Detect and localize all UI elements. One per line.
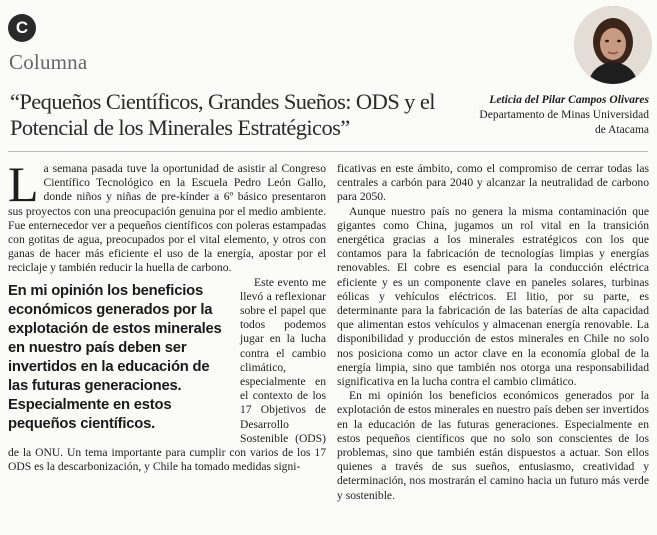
column-badge: C bbox=[8, 14, 36, 42]
author-byline bbox=[469, 93, 649, 138]
paragraph-reflection-continued: ficativas en este ámbito, como el compromiso de cerrar todas las centrales a carbón para 2040 y alcanzar la neutralidad de carbono para 2050. bbox=[337, 162, 649, 204]
paragraph-reflection: Este evento me llevó a reflexionar sobre el papel que todos podemos jugar en la lucha contra el cambio climático, especialmente en el contexto de los 17 Objetivos de Desarrollo Sostenible (ODS) de la ONU. Un tema importante para cumplir con varios de los 17 ODS es la descarbonización, y Chile ha tomado medidas signi- bbox=[8, 275, 326, 474]
paragraph-intro-text: a semana pasada tuve la oportunidad de asistir al Congreso Científico Tecnológico en la Escuela Pedro León Gallo, donde niños y niñas de pre-kínder a 6º básico presentaron sus proyectos con una preocupación genuina por el medio ambiente. Fue enternecedor ver a pequeños científicos con poleras estampadas con gotitas de agua, preocupados por el vital elemento, y otros con ganas de hacer más eficiente el uso de la energía, apostar por el reciclaje y también reducir la huella de carbono. bbox=[8, 162, 326, 275]
author-affiliation: Departamento de Minas Universidad de Atacama bbox=[479, 109, 649, 136]
article-column-left bbox=[8, 156, 326, 474]
pull-quote: En mi opinión los beneficios económicos generados por la explotación de estos minerales en nuestro país deben ser invertidos en la educación de las futuras generaciones. Especialmente en estos pequeños científicos. bbox=[8, 282, 222, 432]
author-photo bbox=[574, 6, 652, 84]
header-divider bbox=[8, 151, 648, 152]
paragraph-intro bbox=[8, 156, 326, 276]
author-name: Leticia del Pilar Campos Olivares bbox=[489, 94, 649, 106]
paragraph-minerals: Aunque nuestro país no genera la misma contaminación que gigantes como China, jugamos un rol vital en la transición energética gracias a los minerales estratégicos con los que contamos para la fabricación de tecnologías limpias y energías renovables. El cobre es esencial para la conducción eléctrica eficiente y es un componente clave en paneles solares, turbinas eólicas y vehículos eléctricos. El litio, por su parte, es determinante para la fabricación de las baterías de alta capacidad que alimentan estos vehículos y almacenan energía renovable. La disponibilidad y producción de estos minerales en Chile no solo nos posiciona como un actor clave en la economía global de la energía limpia, sino que también nos otorga una responsabilidad significativa en la lucha contra el cambio climático. bbox=[337, 204, 649, 389]
section-label: Columna bbox=[9, 50, 88, 74]
drop-cap: L bbox=[8, 156, 39, 212]
paragraph-opinion: En mi opinión los beneficios económicos generados por la explotación de estos minerales en nuestro país deben ser invertidos en la educación de las futuras generaciones. Especialmente en estos pequeños científicos que no solo son conscientes de los problemas, sino que también están dispuestos a actuar. Son ellos quienes a través de sus sueños, entusiasmo, creatividad y determinación, nos mostrarán el camino hacia un futuro más verde y sostenible. bbox=[337, 389, 649, 502]
article-title: “Pequeños Científicos, Grandes Sueños: ODS y el Potencial de los Minerales Estratégicos” bbox=[10, 89, 435, 140]
author-portrait-icon bbox=[574, 6, 652, 84]
article-column-right bbox=[337, 162, 649, 503]
